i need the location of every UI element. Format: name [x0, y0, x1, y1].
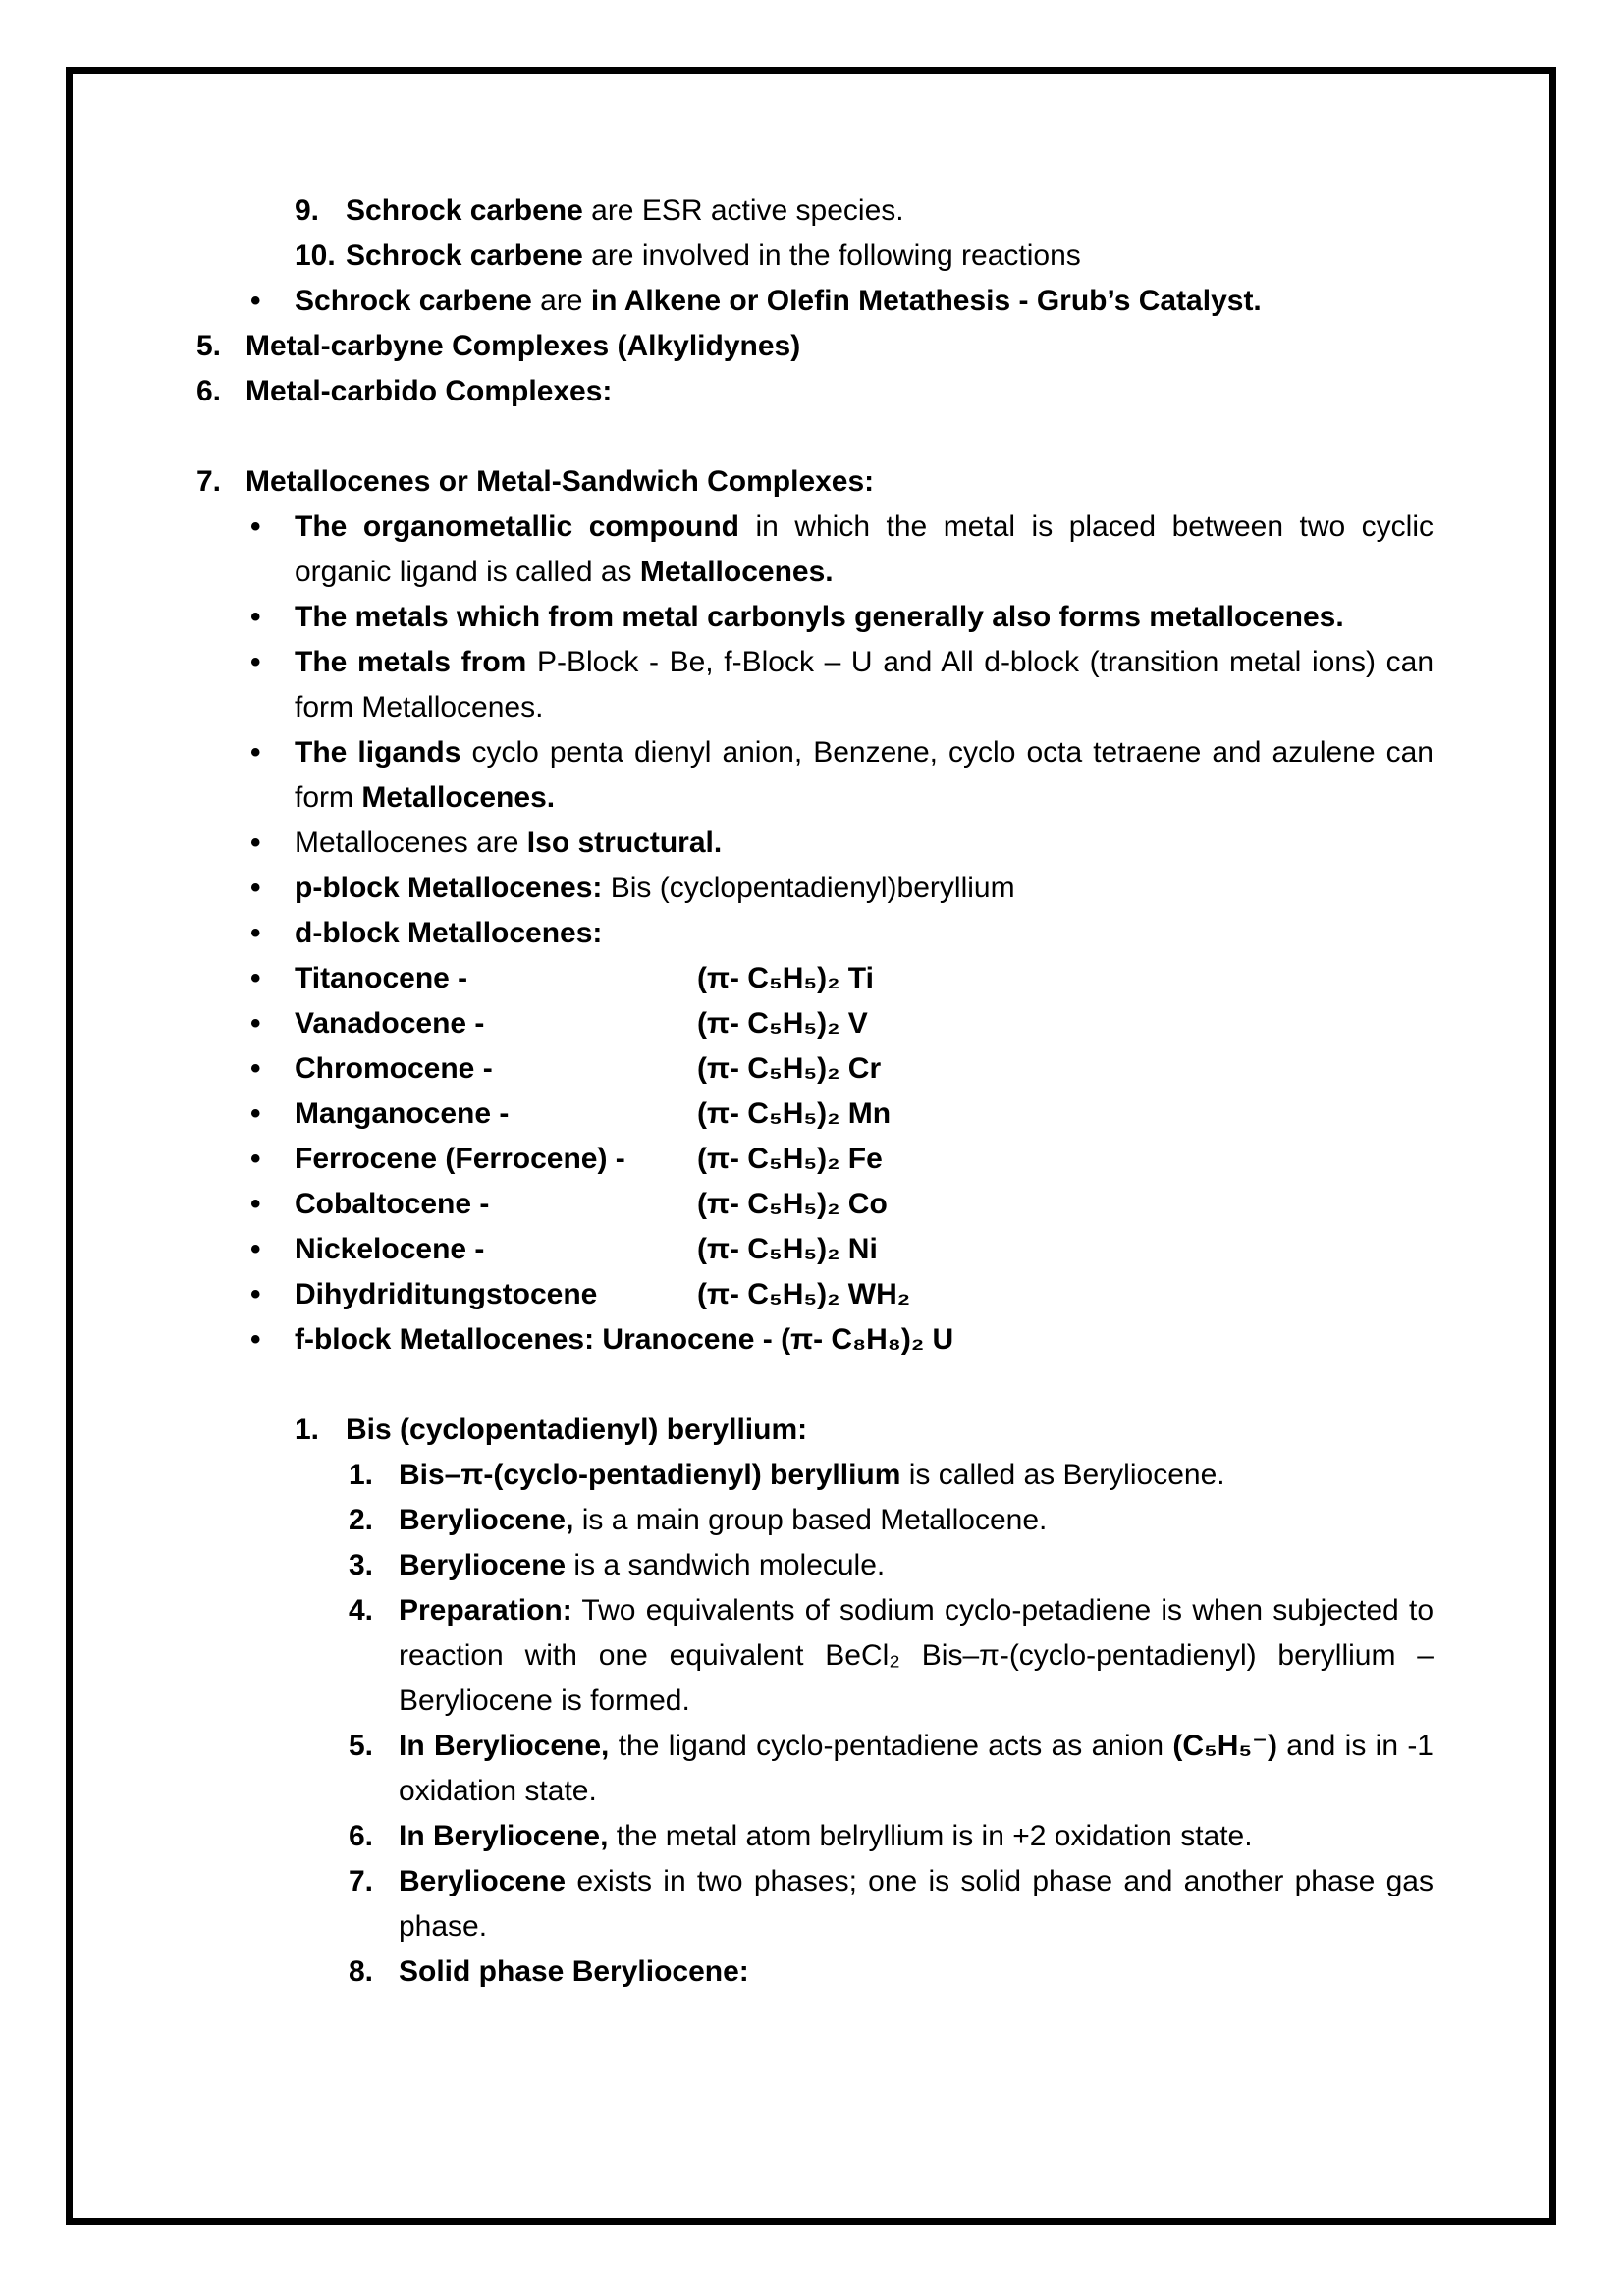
list-item-text [295, 1182, 1434, 1227]
list-item-text [295, 1092, 1434, 1137]
blank-line [73, 1362, 1434, 1408]
text-run: Metallocenes are [295, 827, 527, 859]
list-item [73, 1949, 1434, 1995]
metallocene-name: Titanocene - [295, 962, 468, 994]
number-marker: 6. [349, 1820, 374, 1852]
list-item-text [399, 1859, 1434, 1949]
text-run: Bis (cyclopentadienyl) beryllium: [346, 1414, 808, 1446]
list-item-text [399, 1724, 1434, 1814]
text-run: The metals from [295, 646, 527, 678]
list-item [73, 1182, 1434, 1227]
bullet-marker: • [250, 1097, 261, 1130]
text-run: In Beryliocene, [399, 1730, 610, 1762]
bullet-marker: • [250, 1143, 261, 1175]
metallocene-formula: (π- C₅H₅)₂ Ti [697, 962, 874, 994]
number-marker: 1. [349, 1459, 374, 1491]
number-marker: 3. [349, 1549, 374, 1581]
metallocene-name: Dihydriditungstocene [295, 1278, 598, 1310]
text-run: are involved in the following reactions [582, 240, 1081, 272]
text-run: are [531, 285, 591, 317]
text-run: Metal-carbyne Complexes (Alkylidynes) [245, 330, 801, 362]
list-item [73, 911, 1434, 956]
text-run: f-block Metallocenes: Uranocene - (π- C₈H₈)₂ U [295, 1323, 954, 1356]
number-marker: 9. [295, 194, 320, 227]
text-run: Schrock carbene [295, 285, 532, 317]
list-item [73, 640, 1434, 730]
list-item-text [245, 369, 1434, 414]
list-item [73, 1724, 1434, 1814]
bullet-marker: • [250, 285, 261, 317]
text-run: the metal atom belryllium is in +2 oxidation state. [608, 1820, 1253, 1852]
text-run: Bis–π-(cyclo-pentadienyl) beryllium [399, 1459, 901, 1491]
list-item [73, 1408, 1434, 1453]
text-run: is a sandwich molecule. [566, 1549, 886, 1581]
bullet-marker: • [250, 646, 261, 678]
number-marker: 6. [196, 375, 222, 407]
bullet-marker: • [250, 1188, 261, 1220]
text-run: Beryliocene [399, 1865, 567, 1897]
list-item [73, 324, 1434, 369]
list-item [73, 956, 1434, 1001]
list-item-text [295, 505, 1434, 595]
metallocene-formula: (π- C₅H₅)₂ Co [697, 1188, 888, 1220]
text-run: d-block Metallocenes: [295, 917, 603, 949]
bullet-marker: • [250, 1278, 261, 1310]
text-run: p-block Metallocenes: [295, 872, 603, 904]
list-item [73, 1227, 1434, 1272]
list-item-text [399, 1814, 1434, 1859]
list-item-text [295, 595, 1434, 640]
metallocene-name: Manganocene - [295, 1097, 510, 1130]
list-item [73, 1814, 1434, 1859]
text-run: is a main group based Metallocene. [573, 1504, 1048, 1536]
list-item [73, 1317, 1434, 1362]
bullet-marker: • [250, 1007, 261, 1040]
metallocene-formula: (π- C₅H₅)₂ Fe [697, 1143, 883, 1175]
text-run: in which the metal is placed between two cyclic organic ligand is called as [295, 510, 1435, 588]
bullet-marker: • [250, 736, 261, 769]
number-marker: 5. [196, 330, 222, 362]
list-item [73, 1137, 1434, 1182]
document-content [73, 74, 1549, 1995]
bullet-marker: • [250, 1052, 261, 1085]
list-item-text [346, 1408, 1434, 1453]
list-item-text [295, 640, 1434, 730]
text-run: Metallocenes or Metal-Sandwich Complexes: [245, 465, 875, 498]
blank-line [73, 414, 1434, 459]
list-item-text [245, 324, 1434, 369]
text-run: the ligand cyclo-pentadiene acts as anion [609, 1730, 1173, 1762]
list-item-text [399, 1949, 1434, 1995]
text-run: Bis (cyclopentadienyl)beryllium [602, 872, 1015, 904]
list-item-text [295, 866, 1434, 911]
text-run: exists in two phases; one is solid phase and another phase gas phase. [399, 1865, 1434, 1943]
list-item [73, 234, 1434, 279]
text-run: cyclo penta dienyl anion, Benzene, cyclo octa tetraene and azulene can form [295, 736, 1434, 814]
text-run: The metals which from metal carbonyls generally also forms metallocenes. [295, 601, 1344, 633]
number-marker: 8. [349, 1955, 374, 1988]
list-item [73, 1859, 1434, 1949]
metallocene-formula: (π- C₅H₅)₂ V [697, 1007, 868, 1040]
list-item [73, 279, 1434, 324]
bullet-marker: • [250, 601, 261, 633]
text-run: Metallocenes. [639, 556, 834, 588]
list-item [73, 505, 1434, 595]
list-item-text [295, 1137, 1434, 1182]
metallocene-formula: (π- C₅H₅)₂ WH₂ [697, 1278, 911, 1310]
metallocene-name: Vanadocene - [295, 1007, 485, 1040]
metallocene-name: Chromocene - [295, 1052, 493, 1085]
metallocene-name: Ferrocene (Ferrocene) - [295, 1143, 625, 1175]
list-item-text [295, 911, 1434, 956]
list-item-text [295, 1227, 1434, 1272]
list-item [73, 369, 1434, 414]
number-marker: 7. [196, 465, 222, 498]
metallocene-name: Nickelocene - [295, 1233, 485, 1265]
list-item-text [399, 1498, 1434, 1543]
number-marker: 5. [349, 1730, 374, 1762]
list-item-text [295, 956, 1434, 1001]
bullet-marker: • [250, 917, 261, 949]
list-item [73, 1046, 1434, 1092]
text-run: Preparation: [399, 1594, 572, 1627]
text-run: The ligands [295, 736, 461, 769]
text-run: (C₅H₅⁻) [1172, 1730, 1277, 1762]
list-item-text [295, 1317, 1434, 1362]
list-item [73, 1543, 1434, 1588]
number-marker: 1. [295, 1414, 320, 1446]
text-run: Beryliocene [399, 1549, 567, 1581]
text-run: Iso structural. [526, 827, 723, 859]
text-run: The organometallic compound [295, 510, 740, 543]
text-run: Solid phase Beryliocene: [399, 1955, 749, 1988]
list-item-text [295, 1001, 1434, 1046]
text-run: Beryliocene, [399, 1504, 574, 1536]
list-item-text [295, 1046, 1434, 1092]
list-item [73, 1453, 1434, 1498]
list-item [73, 188, 1434, 234]
list-item-text [295, 730, 1434, 821]
list-item-text [346, 234, 1434, 279]
bullet-marker: • [250, 510, 261, 543]
list-item-text [346, 188, 1434, 234]
list-item [73, 459, 1434, 505]
number-marker: 2. [349, 1504, 374, 1536]
metallocene-name: Cobaltocene - [295, 1188, 490, 1220]
text-run: Schrock carbene [346, 194, 583, 227]
number-marker: 4. [349, 1594, 374, 1627]
text-run: and is in -1 oxidation state. [399, 1730, 1434, 1807]
list-item [73, 1092, 1434, 1137]
number-marker: 10. [295, 240, 336, 272]
list-item-text [295, 821, 1434, 866]
list-item [73, 866, 1434, 911]
list-item-text [399, 1453, 1434, 1498]
bullet-marker: • [250, 827, 261, 859]
list-item-text [245, 459, 1434, 505]
list-item-text [295, 279, 1434, 324]
text-run: Metal-carbido Complexes: [245, 375, 613, 407]
text-run: P-Block - Be, f-Block – U and All d-block (transition metal ions) can form Metallocenes. [295, 646, 1434, 723]
list-item [73, 1498, 1434, 1543]
list-item [73, 1588, 1434, 1724]
text-run: Two equivalents of sodium cyclo-petadiene is when subjected to reaction with one equivalent BeCl₂ Bis–π-(cyclo-pentadienyl) beryllium – Beryliocene is formed. [399, 1594, 1434, 1717]
metallocene-formula: (π- C₅H₅)₂ Mn [697, 1097, 892, 1130]
bullet-marker: • [250, 1233, 261, 1265]
list-item [73, 595, 1434, 640]
list-item [73, 1272, 1434, 1317]
text-run: is called as Beryliocene. [900, 1459, 1225, 1491]
metallocene-formula: (π- C₅H₅)₂ Cr [697, 1052, 882, 1085]
bullet-marker: • [250, 962, 261, 994]
bullet-marker: • [250, 872, 261, 904]
list-item-text [399, 1588, 1434, 1724]
text-run: Metallocenes. [361, 781, 556, 814]
text-run: In Beryliocene, [399, 1820, 609, 1852]
text-run: are ESR active species. [582, 194, 904, 227]
list-item [73, 1001, 1434, 1046]
list-item [73, 730, 1434, 821]
list-item-text [295, 1272, 1434, 1317]
number-marker: 7. [349, 1865, 374, 1897]
text-run: in Alkene or Olefin Metathesis - Grub’s Catalyst. [590, 285, 1262, 317]
bullet-marker: • [250, 1323, 261, 1356]
metallocene-formula: (π- C₅H₅)₂ Ni [697, 1233, 878, 1265]
text-run: Schrock carbene [346, 240, 583, 272]
list-item-text [399, 1543, 1434, 1588]
list-item [73, 821, 1434, 866]
